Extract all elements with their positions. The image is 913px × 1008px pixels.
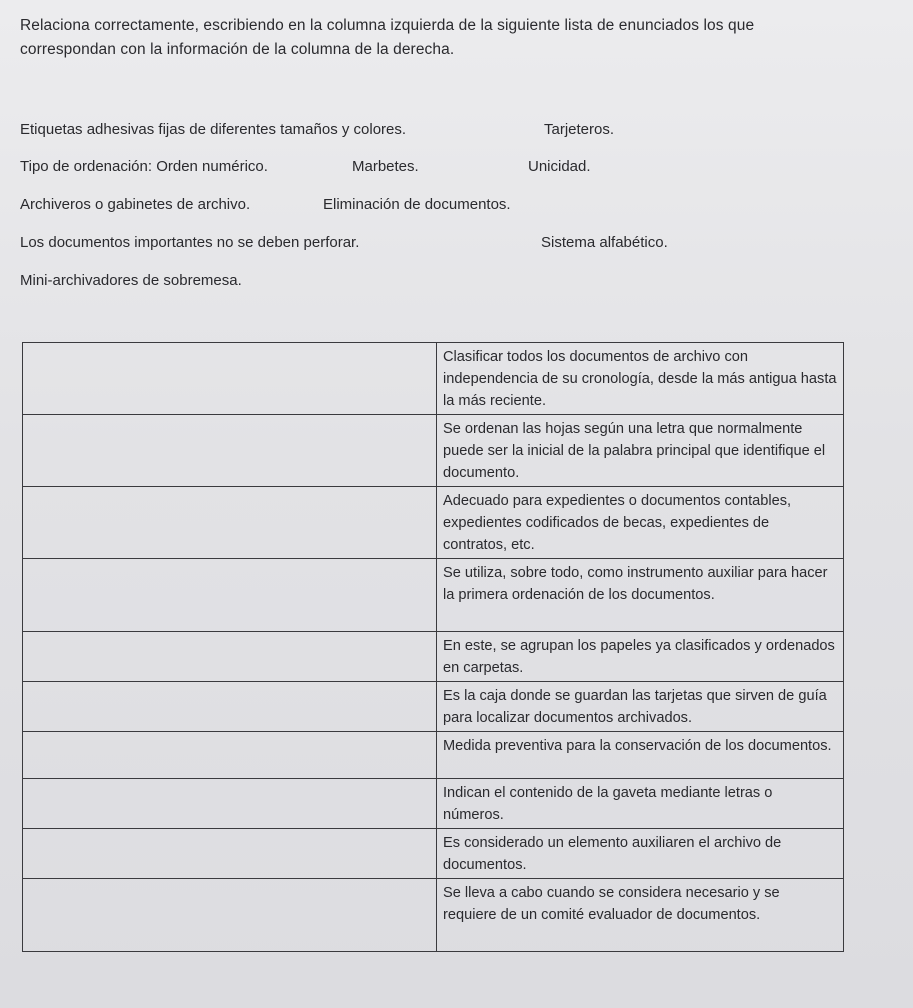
option-unicidad: Unicidad. (528, 158, 591, 175)
option-eliminacion: Eliminación de documentos. (323, 196, 511, 213)
answer-cell[interactable] (23, 779, 437, 829)
table-row (23, 879, 844, 952)
description-cell: Se lleva a cabo cuando se considera necesario y se requiere de un comité evaluador de documentos. (437, 879, 844, 952)
description-cell: Adecuado para expedientes o documentos contables, expedientes codificados de becas, expedientes de contratos, etc. (437, 487, 844, 559)
option-sistema-alfabetico: Sistema alfabético. (541, 234, 668, 251)
table-row (23, 682, 844, 732)
answer-cell[interactable] (23, 487, 437, 559)
table-row (23, 487, 844, 559)
table-row (23, 829, 844, 879)
answer-cell[interactable] (23, 879, 437, 952)
description-cell: Se ordenan las hojas según una letra que normalmente puede ser la inicial de la palabra principal que identifique el documento. (437, 415, 844, 487)
table-row (23, 732, 844, 779)
option-orden-numerico: Tipo de ordenación: Orden numérico. (20, 158, 268, 175)
answer-cell[interactable] (23, 559, 437, 632)
answer-cell[interactable] (23, 829, 437, 879)
option-etiquetas: Etiquetas adhesivas fijas de diferentes tamaños y colores. (20, 121, 407, 138)
table-row (23, 779, 844, 829)
table-row (23, 343, 844, 415)
description-cell: Medida preventiva para la conservación de los documentos. (437, 732, 844, 779)
description-cell: Es la caja donde se guardan las tarjetas que sirven de guía para localizar documentos archivados. (437, 682, 844, 732)
option-mini-archivadores: Mini-archivadores de sobremesa. (20, 272, 242, 289)
answer-cell[interactable] (23, 682, 437, 732)
answer-cell[interactable] (23, 732, 437, 779)
option-archiveros: Archiveros o gabinetes de archivo. (20, 196, 251, 213)
answer-cell[interactable] (23, 632, 437, 682)
answer-cell[interactable] (23, 343, 437, 415)
description-cell: En este, se agrupan los papeles ya clasificados y ordenados en carpetas. (437, 632, 844, 682)
table-row (23, 415, 844, 487)
option-tarjeteros: Tarjeteros. (544, 121, 615, 138)
description-cell: Indican el contenido de la gaveta mediante letras o números. (437, 779, 844, 829)
option-no-perforar: Los documentos importantes no se deben perforar. (20, 234, 360, 251)
answer-cell[interactable] (23, 415, 437, 487)
table-row (23, 559, 844, 632)
description-cell: Clasificar todos los documentos de archivo con independencia de su cronología, desde la más antigua hasta la más reciente. (437, 343, 844, 415)
table-row (23, 632, 844, 682)
description-cell: Es considerado un elemento auxiliaren el archivo de documentos. (437, 829, 844, 879)
description-cell: Se utiliza, sobre todo, como instrumento auxiliar para hacer la primera ordenación de los documentos. (437, 559, 844, 632)
matching-table (22, 342, 844, 952)
instructions-text: Relaciona correctamente, escribiendo en la columna izquierda de la siguiente lista de enunciados los que correspondan con la información de la columna de la derecha. (20, 17, 755, 58)
option-marbetes: Marbetes. (352, 158, 419, 175)
